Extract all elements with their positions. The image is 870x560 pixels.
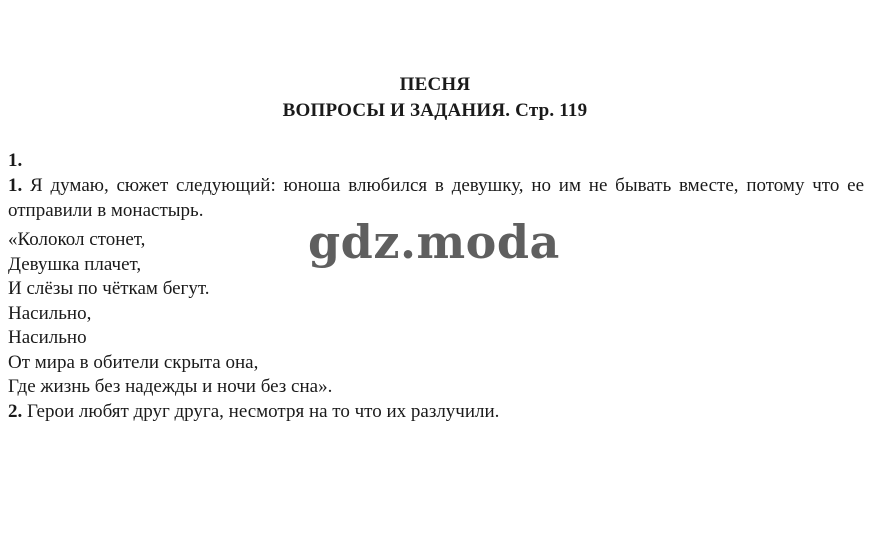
- answer-2-text: Герои любят друг друга, несмотря на то что их разлучили.: [27, 401, 500, 422]
- page-subtitle: ВОПРОСЫ И ЗАДАНИЯ. Стр. 119: [282, 100, 588, 121]
- page-title: ПЕСНЯ: [399, 74, 471, 95]
- answer-2-number: 2.: [8, 401, 23, 422]
- watermark-logo: gdz.moda: [308, 215, 560, 269]
- poem-line: От мира в обители скрыта она,: [8, 351, 259, 373]
- answer-2: [8, 400, 864, 425]
- poem-line: «Колокол стонет,: [8, 229, 146, 250]
- section-number: [8, 149, 864, 174]
- poem-line: Где жизнь без надежды и ночи без сна».: [8, 376, 333, 397]
- answer-1-number: 1.: [8, 175, 23, 196]
- poem-line: Насильно,: [8, 302, 92, 324]
- poem-line: Девушка плачет,: [8, 253, 142, 275]
- poem-line: Насильно: [8, 327, 87, 348]
- answer-1-text: Я думаю, сюжет следующий: юноша влюбился в девушку, но им не бывать вместе, потому что ее отправили в монастырь.: [8, 175, 864, 221]
- section-number-label: 1.: [8, 150, 23, 171]
- poem-line: И слёзы по чёткам бегут.: [8, 278, 210, 299]
